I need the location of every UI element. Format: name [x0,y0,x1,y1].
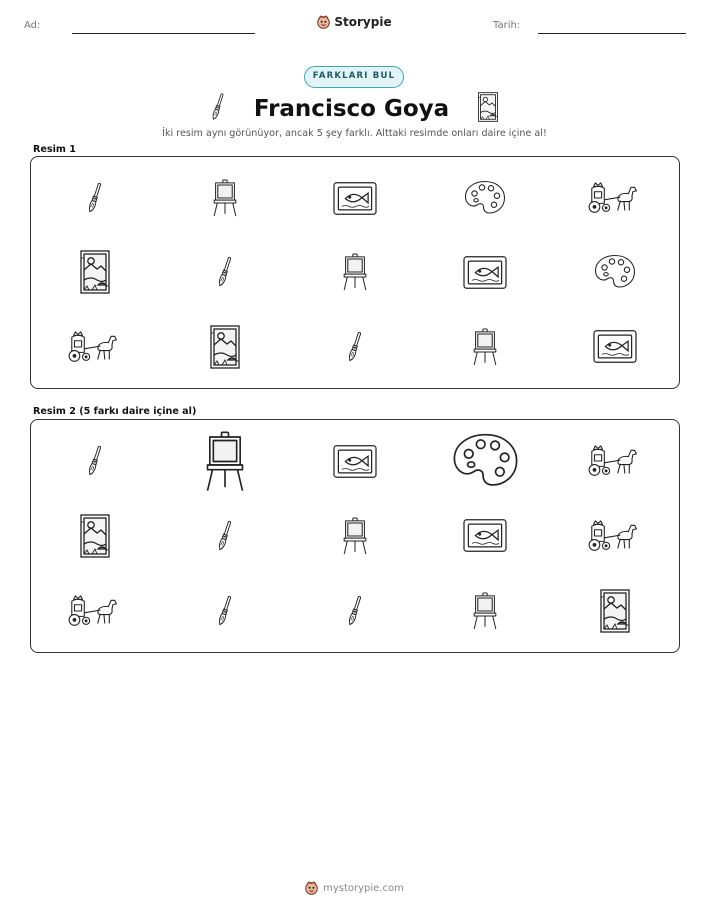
picture-1-cell[interactable] [160,235,290,309]
picture-2-cell[interactable] [420,424,550,499]
paintbrush-icon [85,444,105,478]
fish-painting-icon [593,329,637,364]
picture-1-cell[interactable] [550,310,680,384]
paintbrush-icon [215,594,235,628]
fish-painting-icon [463,518,507,553]
picture-1-grid [30,161,680,384]
footer-url[interactable]: mystorypie.com [323,882,404,894]
carriage-icon [590,519,640,553]
easel-icon [342,517,368,555]
paintbrush-icon [85,181,105,215]
picture-2-cell[interactable] [160,499,290,574]
fish-painting-icon [333,444,377,479]
picture-2-cell[interactable] [550,573,680,648]
fish-painting-icon [463,255,507,290]
picture-2-cell[interactable] [290,499,420,574]
easel-icon [212,179,238,217]
page-title: Francisco Goya [253,96,450,122]
title-row [0,92,709,126]
palette-icon [464,180,506,216]
carriage-icon [70,330,120,364]
section-2-label: Resim 2 (5 farkı daire içine al) [33,406,197,417]
picture-1-cell[interactable] [30,310,160,384]
picture-1-cell[interactable] [420,310,550,384]
activity-badge: FARKLARI BUL [304,66,404,88]
paintbrush-icon [208,92,228,126]
picture-1-cell[interactable] [420,235,550,309]
picture-1-cell[interactable] [290,235,420,309]
picture-1-cell[interactable] [160,310,290,384]
paintbrush-icon [215,255,235,289]
landscape-painting-icon [80,250,110,294]
picture-1-cell[interactable] [30,161,160,235]
picture-1-cell[interactable] [550,235,680,309]
picture-1-cell[interactable] [290,310,420,384]
landscape-painting-icon [600,589,630,633]
date-label: Tarih: [493,20,521,31]
carriage-icon [590,181,640,215]
section-1-label: Resim 1 [33,144,76,155]
brand-name: Storypie [334,15,392,29]
picture-2-cell[interactable] [30,424,160,499]
picture-1-cell[interactable] [420,161,550,235]
fish-painting-icon [333,181,377,216]
easel-icon [472,592,498,630]
picture-2-cell[interactable] [30,573,160,648]
landscape-painting-icon [210,325,240,369]
picture-2-cell[interactable] [290,424,420,499]
carriage-icon [590,444,640,478]
date-line[interactable] [538,33,686,34]
landscape-painting-icon [475,92,501,126]
picture-2-cell[interactable] [30,499,160,574]
palette-icon [594,254,636,290]
picture-1-cell[interactable] [290,161,420,235]
paintbrush-icon [215,519,235,553]
easel-icon [204,431,246,492]
picture-2-cell[interactable] [550,424,680,499]
picture-2-cell[interactable] [160,424,290,499]
picture-1-cell[interactable] [550,161,680,235]
storypie-logo-icon [317,15,330,29]
picture-2-cell[interactable] [420,499,550,574]
paintbrush-icon [345,330,365,364]
picture-1-cell[interactable] [30,235,160,309]
carriage-icon [70,594,120,628]
footer [0,880,709,899]
brand [0,14,709,33]
easel-icon [342,253,368,291]
name-label: Ad: [24,20,41,31]
instructions: İki resim aynı görünüyor, ancak 5 şey farklı. Alttaki resimde onları daire içine al! [162,128,547,139]
name-line[interactable] [72,33,255,34]
picture-1-cell[interactable] [160,161,290,235]
paintbrush-icon [345,594,365,628]
picture-2-cell[interactable] [290,573,420,648]
picture-2-cell[interactable] [420,573,550,648]
picture-2-cell[interactable] [550,499,680,574]
storypie-logo-icon [305,881,318,895]
palette-icon [452,432,519,490]
picture-2-grid [30,424,680,648]
picture-2-cell[interactable] [160,573,290,648]
easel-icon [472,328,498,366]
landscape-painting-icon [80,514,110,558]
